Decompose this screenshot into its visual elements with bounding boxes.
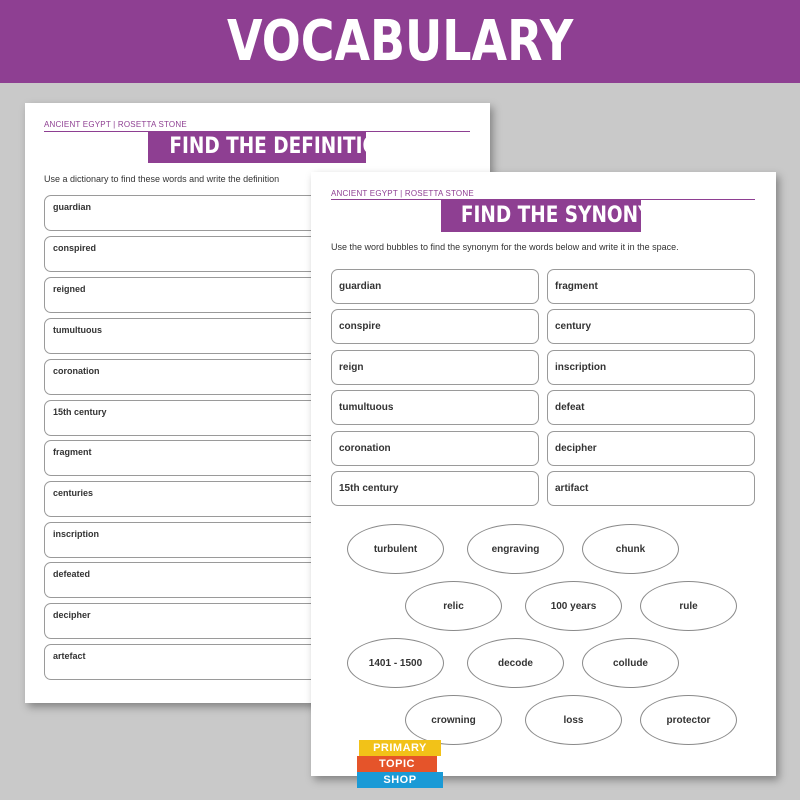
word-bubble: decode bbox=[467, 638, 564, 688]
synonym-box[interactable] bbox=[331, 269, 539, 304]
word-label: tumultuous bbox=[339, 402, 394, 413]
synonym-box[interactable] bbox=[331, 431, 539, 466]
word-label: conspired bbox=[53, 243, 97, 253]
word-bubble: relic bbox=[405, 581, 502, 631]
synonym-box[interactable] bbox=[547, 309, 755, 344]
worksheet-instructions: Use a dictionary to find these words and write the definition bbox=[44, 174, 280, 184]
primary-topic-shop-logo bbox=[357, 740, 443, 788]
word-label: reigned bbox=[53, 284, 86, 294]
synonym-box[interactable] bbox=[547, 431, 755, 466]
word-label: decipher bbox=[555, 443, 597, 454]
word-label: artefact bbox=[53, 651, 86, 661]
worksheet-instructions: Use the word bubbles to find the synonym for the words below and write it in the space. bbox=[331, 242, 679, 252]
synonym-box[interactable] bbox=[547, 471, 755, 506]
word-bubble: 100 years bbox=[525, 581, 622, 631]
word-label: fragment bbox=[555, 281, 598, 292]
banner-title: VOCABULARY bbox=[226, 9, 574, 74]
synonym-box[interactable] bbox=[547, 390, 755, 425]
synonym-box[interactable] bbox=[331, 390, 539, 425]
word-label: reign bbox=[339, 362, 364, 373]
word-label: centuries bbox=[53, 488, 94, 498]
breadcrumb: ANCIENT EGYPT | ROSETTA STONE bbox=[44, 120, 187, 129]
word-bubble: chunk bbox=[582, 524, 679, 574]
logo-line-shop: SHOP bbox=[357, 772, 443, 788]
word-label: fragment bbox=[53, 447, 92, 457]
worksheet-title: FIND THE SYNONYM bbox=[441, 200, 641, 232]
word-label: century bbox=[555, 321, 592, 332]
word-bubble: crowning bbox=[405, 695, 502, 745]
synonym-box[interactable] bbox=[547, 269, 755, 304]
word-label: guardian bbox=[53, 202, 92, 212]
synonym-box[interactable] bbox=[331, 350, 539, 385]
word-label: 15th century bbox=[53, 407, 107, 417]
word-label: coronation bbox=[53, 366, 100, 376]
word-bubble: 1401 - 1500 bbox=[347, 638, 444, 688]
synonym-box[interactable] bbox=[331, 309, 539, 344]
word-label: defeat bbox=[555, 402, 585, 413]
word-label: conspire bbox=[339, 321, 381, 332]
word-label: 15th century bbox=[339, 483, 399, 494]
synonym-box[interactable] bbox=[547, 350, 755, 385]
logo-line-primary: PRIMARY bbox=[359, 740, 441, 756]
word-label: defeated bbox=[53, 569, 91, 579]
word-label: tumultuous bbox=[53, 325, 102, 335]
word-label: guardian bbox=[339, 281, 382, 292]
synonym-worksheet bbox=[311, 172, 776, 776]
synonym-box[interactable] bbox=[331, 471, 539, 506]
word-bubble: engraving bbox=[467, 524, 564, 574]
word-bubble: collude bbox=[582, 638, 679, 688]
word-label: inscription bbox=[53, 529, 100, 539]
word-bubble: rule bbox=[640, 581, 737, 631]
word-bubble: protector bbox=[640, 695, 737, 745]
word-label: decipher bbox=[53, 610, 91, 620]
word-bubble: loss bbox=[525, 695, 622, 745]
word-label: inscription bbox=[555, 362, 607, 373]
breadcrumb: ANCIENT EGYPT | ROSETTA STONE bbox=[331, 189, 474, 198]
worksheet-title: FIND THE DEFINITION bbox=[148, 131, 366, 163]
logo-line-topic: TOPIC bbox=[357, 756, 437, 772]
word-bubble: turbulent bbox=[347, 524, 444, 574]
word-label: artifact bbox=[555, 483, 589, 494]
banner bbox=[0, 0, 800, 83]
word-label: coronation bbox=[339, 443, 391, 454]
